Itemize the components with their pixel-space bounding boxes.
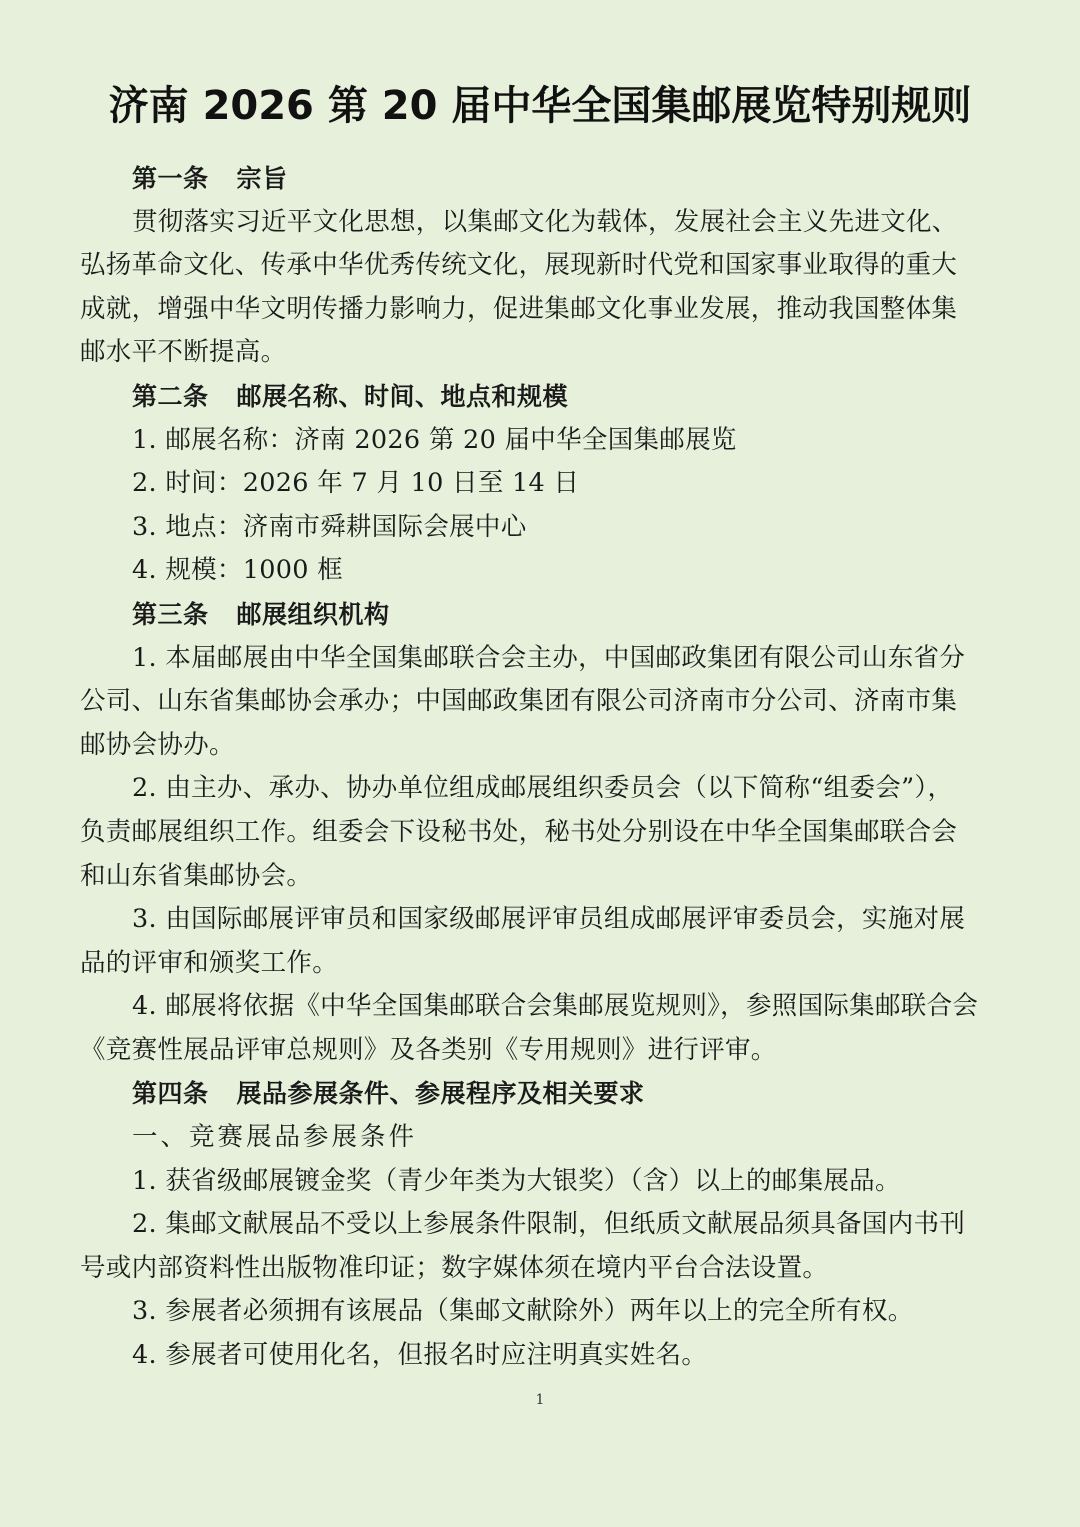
article-4-heading [80, 1072, 1004, 1116]
paragraph-line: 贯彻落实习近平文化思想，以集邮文化为载体，发展社会主义先进文化、 [132, 206, 958, 237]
paragraph-line: 1. 获省级邮展镀金奖（青少年类为大银奖）（含）以上的邮集展品。 [132, 1165, 901, 1196]
article-1-heading [80, 157, 1004, 201]
article-4-subheading: 一、竞赛展品参展条件 [132, 1122, 418, 1153]
paragraph-line: 4. 邮展将依据《中华全国集邮联合会集邮展览规则》，参照国际集邮联合会 [132, 991, 979, 1022]
article-4-name: 展品参展条件、参展程序及相关要求 [236, 1079, 645, 1109]
paragraph-line: 弘扬革命文化、传承中华优秀传统文化，展现新时代党和国家事业取得的重大 [80, 250, 958, 281]
paragraph-line: 3. 参展者必须拥有该展品（集邮文献除外）两年以上的完全所有权。 [132, 1296, 914, 1327]
list-item-time: 2. 时间：2026 年 7 月 10 日至 14 日 [132, 468, 580, 499]
paragraph-line: 1. 本届邮展由中华全国集邮联合会主办，中国邮政集团有限公司山东省分 [132, 642, 966, 673]
paragraph-line: 2. 由主办、承办、协办单位组成邮展组织委员会（以下简称“组委会”）， [132, 773, 954, 804]
article-3-heading [80, 593, 1004, 637]
page-number: 1 [535, 1392, 545, 1408]
article-3-name: 邮展组织机构 [236, 599, 390, 629]
paragraph-line: 3. 由国际邮展评审员和国家级邮展评审员组成邮展评审委员会，实施对展 [132, 904, 966, 935]
list-item-venue: 3. 地点：济南市舜耕国际会展中心 [132, 511, 527, 542]
article-2-name: 邮展名称、时间、地点和规模 [236, 381, 569, 411]
paragraph-line: 《竞赛性展品评审总规则》及各类别《专用规则》进行评审。 [80, 1034, 777, 1065]
article-1-name: 宗旨 [236, 164, 288, 193]
paragraph-line: 品的评审和颁奖工作。 [80, 947, 339, 978]
document-body [80, 157, 1004, 1378]
paragraph-line: 2. 集邮文献展品不受以上参展条件限制，但纸质文献展品须具备国内书刊 [132, 1209, 966, 1240]
article-3-number: 第三条 [132, 599, 209, 629]
article-1-number: 第一条 [132, 164, 209, 193]
list-item-exhibition-name: 1. 邮展名称：济南 2026 第 20 届中华全国集邮展览 [132, 424, 737, 455]
paragraph-line: 邮协会协办。 [80, 729, 235, 760]
paragraph-line: 公司、山东省集邮协会承办；中国邮政集团有限公司济南市分公司、济南市集 [80, 686, 958, 717]
paragraph-line: 号或内部资料性出版物准印证；数字媒体须在境内平台合法设置。 [80, 1252, 829, 1283]
paragraph-line: 邮水平不断提高。 [80, 337, 287, 368]
article-2-number: 第二条 [132, 381, 209, 411]
paragraph-line: 和山东省集邮协会。 [80, 860, 313, 891]
document-title: 济南 2026 第 20 届中华全国集邮展览特别规则 [108, 83, 972, 129]
paragraph-line: 负责邮展组织工作。组委会下设秘书处，秘书处分别设在中华全国集邮联合会 [80, 816, 958, 847]
paragraph-line: 成就，增强中华文明传播力影响力，促进集邮文化事业发展，推动我国整体集 [80, 293, 958, 324]
article-4-number: 第四条 [132, 1079, 209, 1109]
article-2-heading [80, 375, 1004, 419]
paragraph-line: 4. 参展者可使用化名，但报名时应注明真实姓名。 [132, 1340, 708, 1371]
list-item-scale: 4. 规模：1000 框 [132, 555, 344, 586]
